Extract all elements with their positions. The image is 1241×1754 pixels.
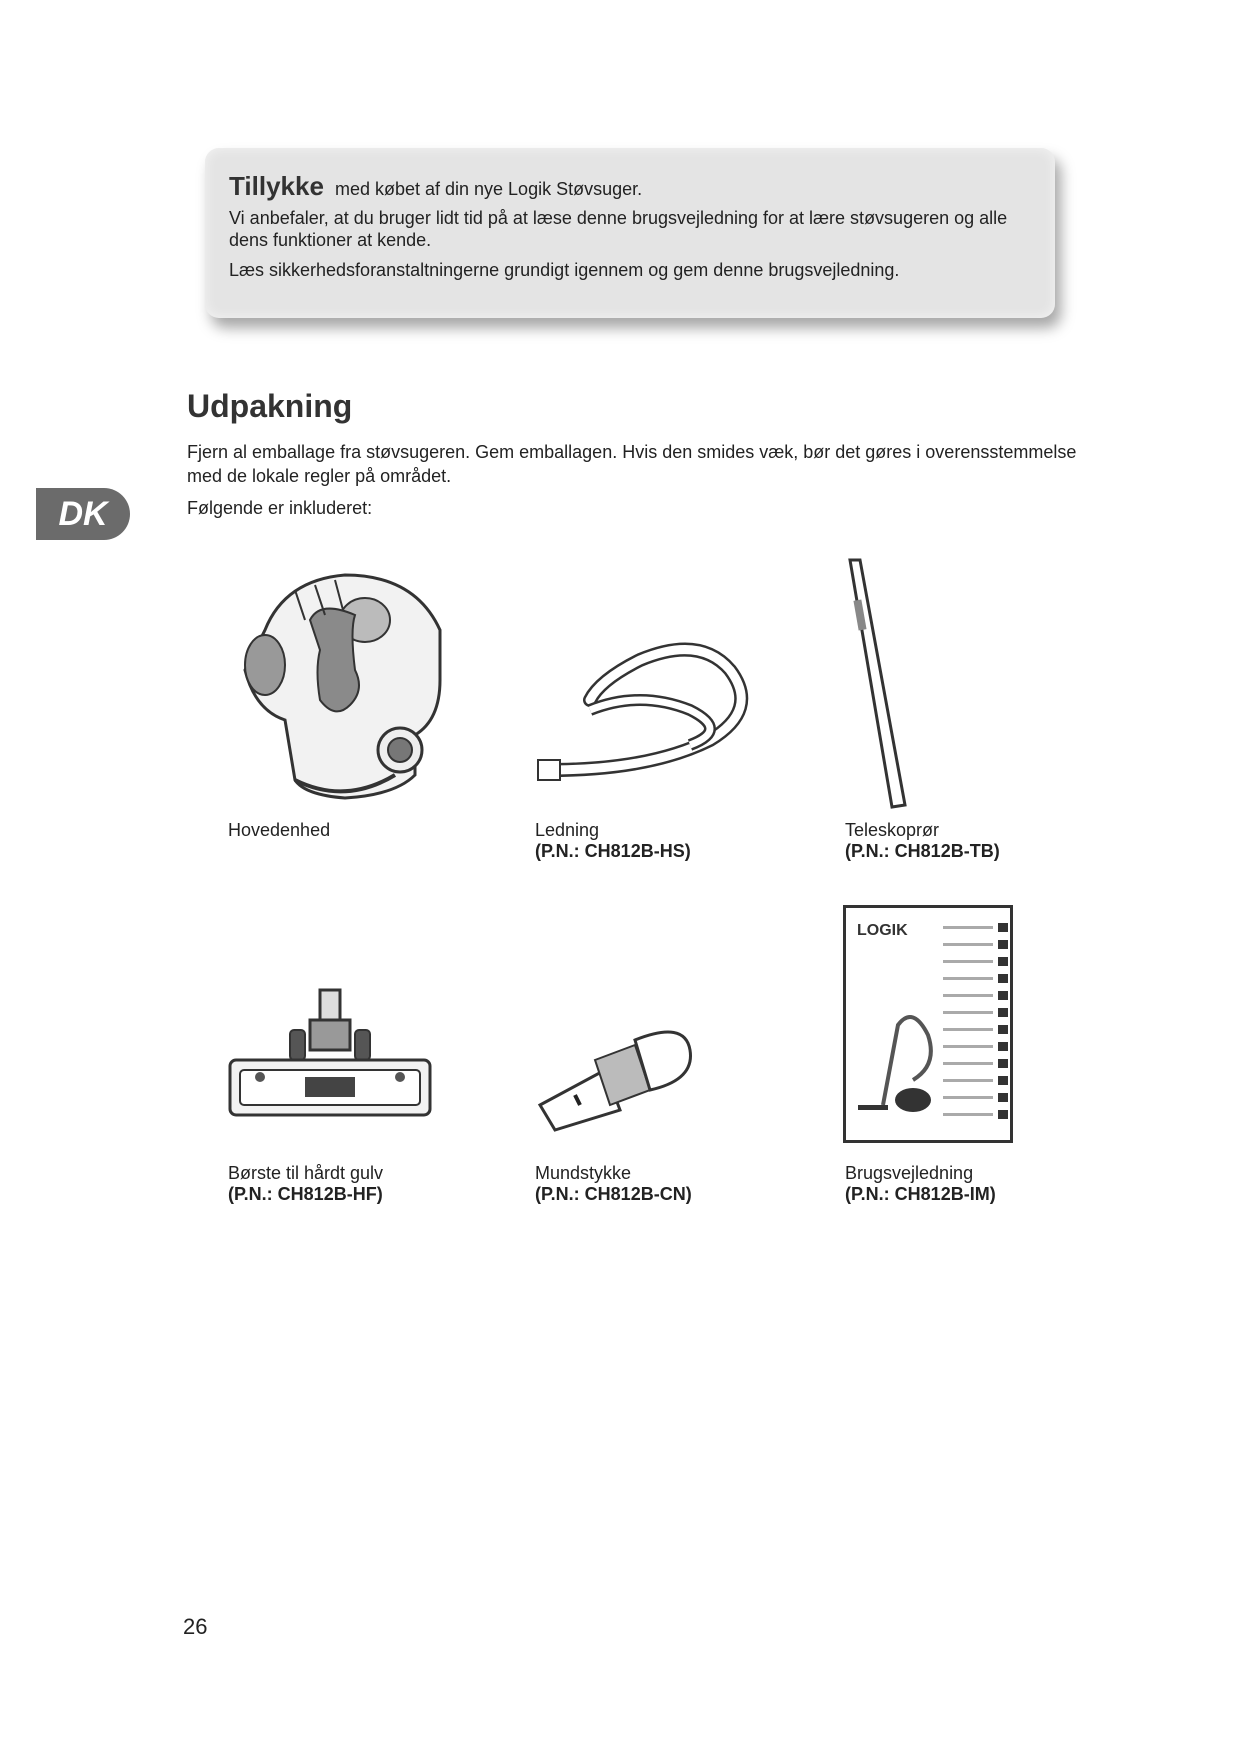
item-name: Hovedenhed	[228, 820, 331, 840]
item-name: Børste til hårdt gulv	[228, 1163, 384, 1183]
item-caption-main-unit	[228, 820, 330, 841]
item-part-number: (P.N.: CH812B-HF)	[228, 1184, 383, 1204]
item-part-number: (P.N.: CH812B-HS)	[535, 841, 691, 861]
intro-lead: Tillykke	[229, 171, 324, 201]
item-name: Ledning	[535, 820, 600, 840]
intro-line1-rest: med købet af din nye Logik Støvsuger.	[334, 179, 643, 199]
intro-para2: Læs sikkerhedsforanstaltningerne grundigt igennem og gem denne brugsvejledning.	[229, 260, 900, 280]
telescopic-tube-illustration	[830, 555, 910, 815]
main-unit-illustration	[225, 560, 465, 805]
item-part-number: (P.N.: CH812B-CN)	[535, 1184, 692, 1204]
language-tab: DK	[36, 488, 130, 540]
item-caption-hose	[535, 820, 691, 862]
intro-line1	[229, 171, 1031, 201]
item-caption-crevice-nozzle	[535, 1163, 692, 1205]
user-manual-illustration	[843, 905, 1013, 1143]
section-body	[187, 440, 1087, 528]
intro-para1: Vi anbefaler, at du bruger lidt tid på at læse denne brugsvejledning for at lære støvsugeren og alle dens funktioner at kende.	[229, 208, 1008, 250]
hose-illustration	[530, 630, 760, 790]
hard-floor-brush-illustration	[225, 985, 435, 1135]
section-title: Udpakning	[187, 388, 353, 424]
page-number: 26	[183, 1614, 208, 1639]
intro-box	[205, 148, 1055, 318]
item-caption-hard-floor-brush	[228, 1163, 383, 1205]
item-name: Teleskoprør	[845, 820, 940, 840]
item-name: Brugsvejledning	[845, 1163, 974, 1183]
manual-logo: LOGIK	[857, 922, 908, 939]
item-caption-telescopic-tube	[845, 820, 1000, 862]
section-para1: Fjern al emballage fra støvsugeren. Gem emballagen. Hvis den smides væk, bør det gøres i overensstemmelse med de lokale regler på området.	[187, 442, 1077, 486]
crevice-nozzle-illustration	[535, 1020, 695, 1135]
section-para2: Følgende er inkluderet:	[187, 498, 373, 518]
item-part-number: (P.N.: CH812B-TB)	[845, 841, 1000, 861]
item-caption-user-manual	[845, 1163, 996, 1205]
item-name: Mundstykke	[535, 1163, 632, 1183]
item-part-number: (P.N.: CH812B-IM)	[845, 1184, 996, 1204]
